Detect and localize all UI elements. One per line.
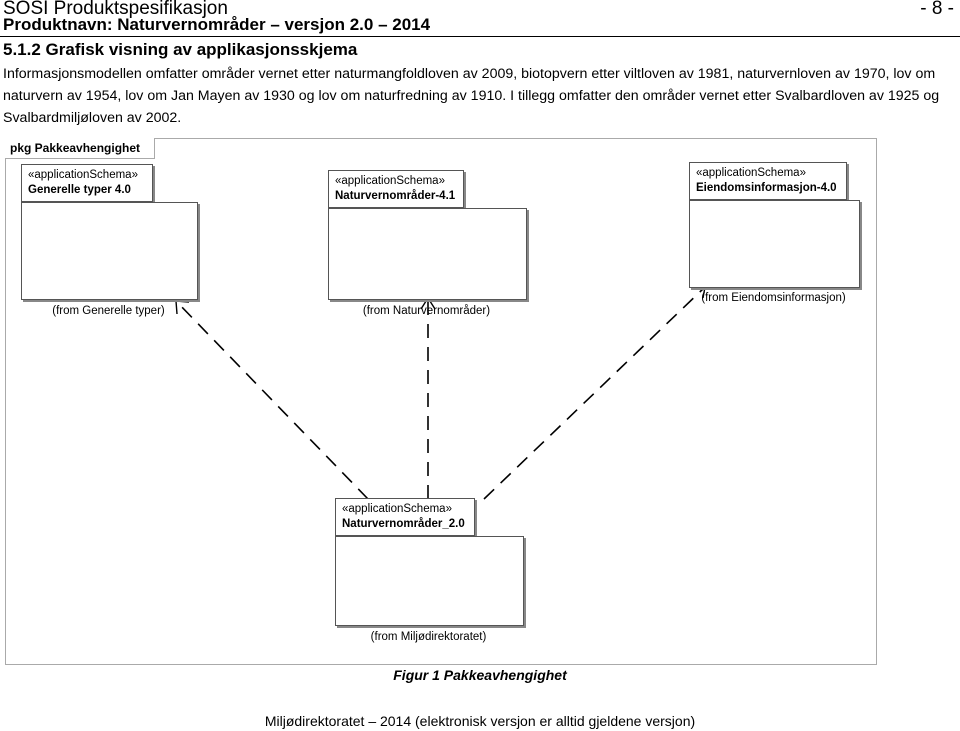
page-footer: Miljødirektoratet – 2014 (elektronisk versjon er alltid gjeldene versjon) xyxy=(264,713,696,729)
package-naturvernomrader-41-tab[interactable] xyxy=(328,170,464,208)
package-naturvernomrader-20-tab[interactable] xyxy=(335,498,475,536)
package-stereotype: «applicationSchema» xyxy=(335,175,445,187)
package-eiendomsinformasjon-body[interactable] xyxy=(689,200,860,288)
package-origin-label: (from Naturvernområder) xyxy=(362,305,491,317)
package-stereotype: «applicationSchema» xyxy=(28,169,138,181)
package-origin-label: (from Generelle typer) xyxy=(52,305,165,317)
package-generelle-typer-body[interactable] xyxy=(21,202,198,300)
package-name: Generelle typer 4.0 xyxy=(28,184,131,196)
section-paragraph: Informasjonsmodellen omfatter områder vernet etter naturmangfoldloven av 2009, biotopvern etter viltloven av 1981, naturvernloven av 1970, lov om naturvern av 1954, lov om Jan Mayen av 1930 og lov om naturfredning av 1910. I tillegg omfatter den områder vernet etter Svalbardloven av 1925 og Svalbardmiljøloven av 2002. xyxy=(3,66,940,126)
package-origin-label: (from Miljødirektoratet) xyxy=(370,631,487,643)
page-number: - 8 - xyxy=(920,0,954,19)
dependency-line-eiendom xyxy=(484,287,705,499)
figure-caption: Figur 1 Pakkeavhengighet xyxy=(393,667,567,683)
package-name: Naturvernområder-4.1 xyxy=(335,190,456,202)
product-name: Produktnavn: Naturvernområder – versjon 2.0 – 2014 xyxy=(3,15,431,34)
package-naturvernomrader-41-body[interactable] xyxy=(328,208,527,300)
package-generelle-typer-tab[interactable] xyxy=(21,164,153,202)
package-stereotype: «applicationSchema» xyxy=(342,503,452,515)
package-stereotype: «applicationSchema» xyxy=(696,167,806,179)
package-name: Eiendomsinformasjon-4.0 xyxy=(696,182,837,194)
dependency-line-generelle xyxy=(176,301,368,499)
document-title: SOSI Produktspesifikasjon xyxy=(3,0,228,19)
package-name: Naturvernområder_2.0 xyxy=(342,518,465,530)
package-naturvernomrader-20-body[interactable] xyxy=(335,536,524,626)
diagram-frame-label: pkg Pakkeavhengighet xyxy=(5,138,155,159)
package-origin-label: (from Eiendomsinformasjon) xyxy=(701,292,846,304)
package-eiendomsinformasjon-tab[interactable] xyxy=(689,162,847,200)
section-heading: 5.1.2 Grafisk visning av applikasjonsskjema xyxy=(3,40,358,59)
